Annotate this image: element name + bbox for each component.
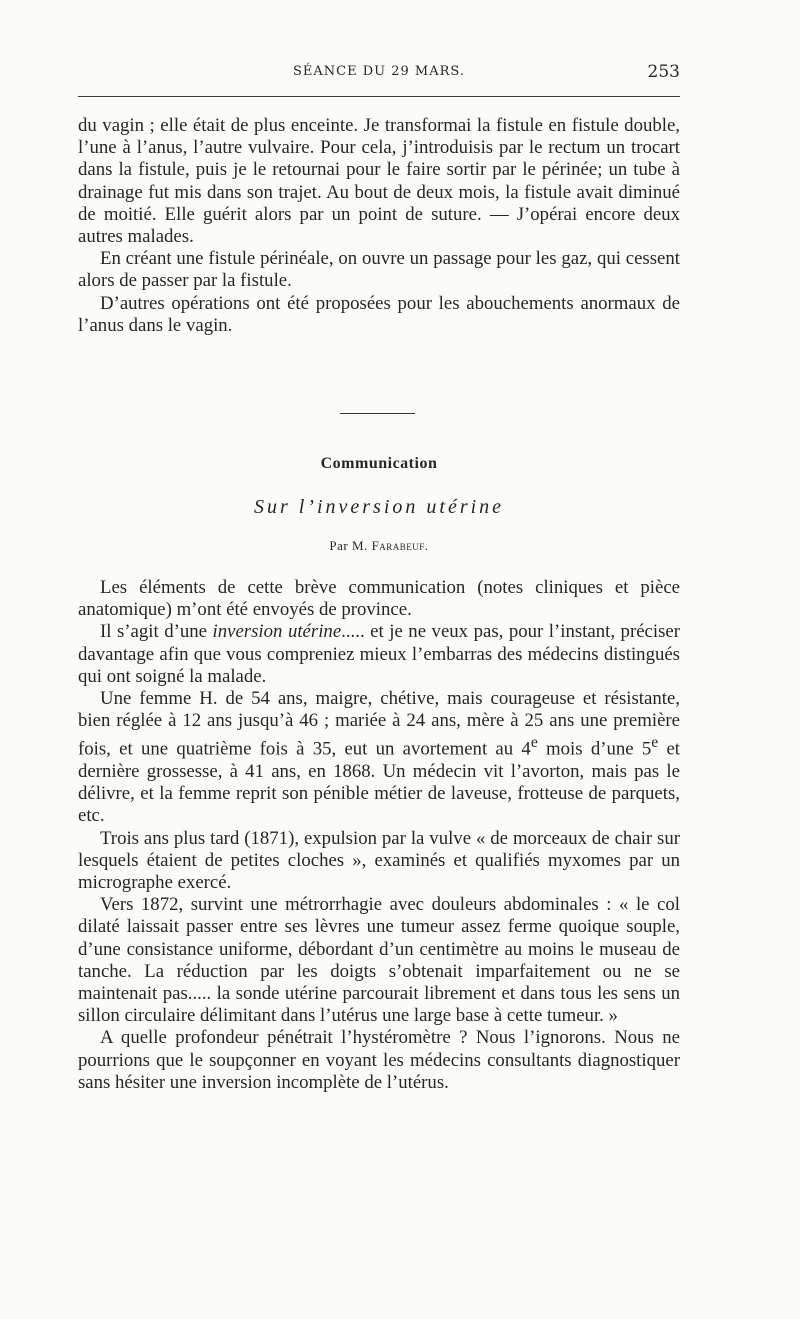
superscript: e [651,734,659,752]
byline [78,538,680,554]
byline-author: Farabeuf. [371,538,429,553]
paragraph: Trois ans plus tard (1871), expulsion par la vulve « de morceaux de chair sur lesquels étaient de petites cloches », examinés et qualifiés myxomes par un micrographe exercé. [78,827,680,893]
paragraph: A quelle profondeur pénétrait l’hystéromètre ? Nous l’ignorons. Nous ne pourrions que le soupçonner en voyant les médecins consultants diagnostiquer sans hésiter une inversion incomplète de l’utérus. [78,1027,680,1093]
page-number: 253 [647,62,680,82]
paragraph [78,621,680,688]
paragraph [78,688,680,827]
paragraph-text: Une femme H. de 54 ans, maigre, chétive, mais courageuse et résistante, bien réglée à 12 ans jusqu’à 46 ; mariée à 24 ans, mère à 25 ans une première fois, et une quatrième fois à 35, eut un avortement au 4 [78,688,680,760]
paragraph: du vagin ; elle était de plus enceinte. Je transformai la fistule en fistule double, l’une à l’anus, l’autre vulvaire. Pour cela, j’introduisis par le rectum un trocart dans la fistule, puis je le retournai pour le faire sortir par le périnée; un tube à drainage fut mis dans son trajet. Au bout de deux mois, la fistule avait diminué de moitié. Elle guérit alors par un point de suture. — J’opérai encore deux autres malades. [78,115,680,248]
emphasis-text: inversion utérine [212,621,342,643]
paragraph: D’autres opérations ont été proposées pour les abouchements anormaux de l’anus dans le vagin. [78,292,680,336]
paragraph: Vers 1872, survint une métrorrhagie avec douleurs abdominales : « le col dilaté laissait passer entre ses lèvres une tumeur assez ferme quoique souple, d’une consistance uniforme, débordant d’un centimètre au moins le museau de tanche. La réduction par les doigts s’obtenait imparfaitement ou ne se maintenait pas..... la sonde utérine parcourait librement et dans tous les sens un sillon circulaire délimitant dans l’utérus une large base à cette tumeur. » [78,894,680,1027]
section-heading: Communication [320,455,438,472]
previous-article-ending [78,115,680,337]
paragraph-text: mois d’une 5 [537,738,652,760]
paragraph: Les éléments de cette brève communication (notes cliniques et pièce anatomique) m’ont été envoyés de province. [78,577,680,621]
paragraph-text: Il s’agit d’une [100,621,213,643]
paragraph-text: ..... et je ne veux pas, pour l’instant, préciser davantage afin que vous compreniez mieux l’embarras des médecins distingués qui ont soigné la malade. [78,621,680,687]
superscript: e [530,734,538,752]
running-title: SÉANCE DU 29 MARS. [293,64,465,79]
paragraph-text: et dernière grossesse, à 41 ans, en 1868. Un médecin vit l’avorton, mais pas le délivre, et la femme reprit son pénible métier de laveuse, frotteuse de parquets, etc. [78,738,681,827]
byline-prefix: Par M. [329,538,372,553]
article-title: Sur l’inversion utérine [253,496,505,518]
article-body [78,577,680,1094]
header-rule [78,96,680,97]
paragraph: En créant une fistule périnéale, on ouvre un passage pour les gaz, qui cessent alors de passer par la fistule. [78,248,680,292]
section-separator [340,413,415,414]
page-header [78,62,680,86]
